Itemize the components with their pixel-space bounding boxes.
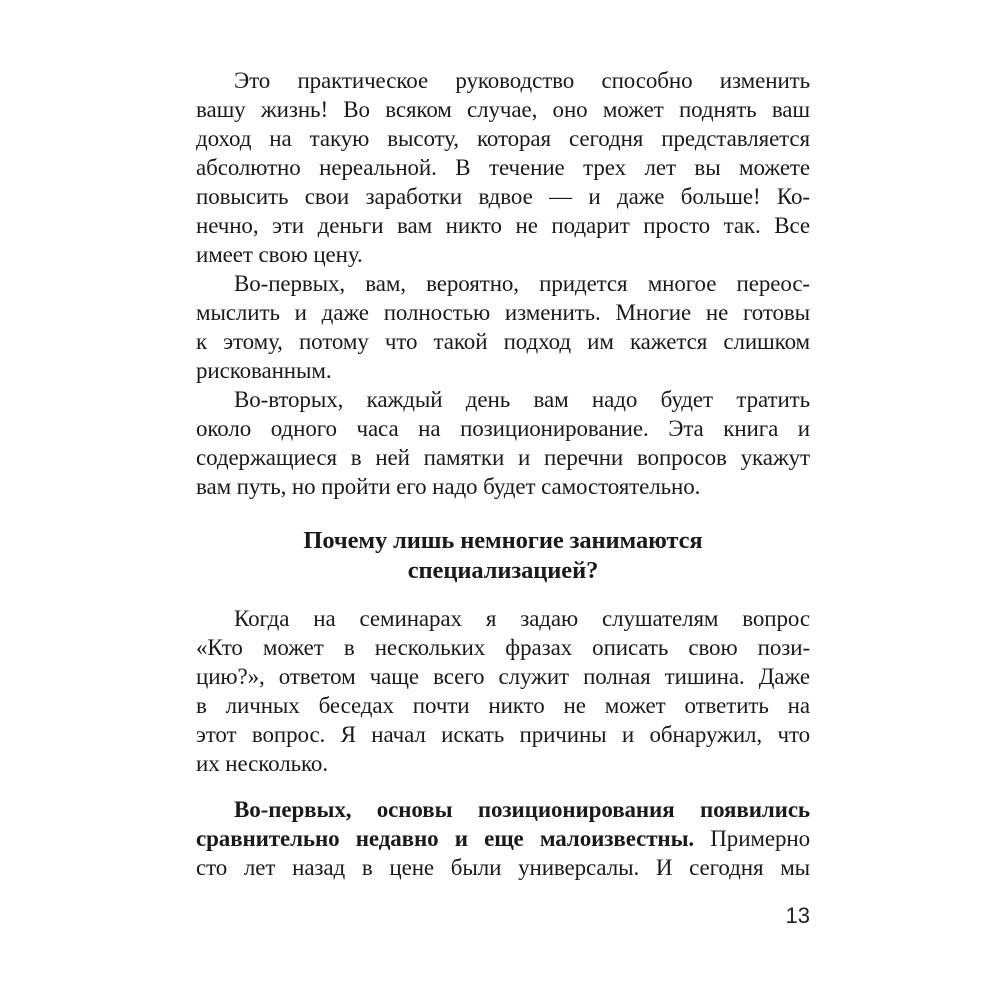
text-run: доход на такую высоту, которая сегодня представляется xyxy=(196,126,810,151)
heading-line xyxy=(196,556,810,586)
text-line xyxy=(196,240,810,269)
paragraph xyxy=(196,795,810,882)
text-line xyxy=(196,662,810,691)
bold-text-run: сравнительно недавно и еще малоизвестны. xyxy=(196,826,695,851)
text-run: около одного часа на позиционирование. Эта книга и xyxy=(196,416,810,441)
bold-text-run: Во-первых, основы позиционирования появились xyxy=(234,797,810,822)
text-run: Примерно xyxy=(694,826,810,851)
text-line xyxy=(196,824,810,853)
text-line xyxy=(196,95,810,124)
text-run: Когда на семинарах я задаю слушателям вопрос xyxy=(234,606,810,631)
text-line xyxy=(196,211,810,240)
text-line xyxy=(196,443,810,472)
text-line xyxy=(196,795,810,824)
text-run: вашу жизнь! Во всяком случае, оно может поднять ваш xyxy=(196,97,810,122)
page-number: 13 xyxy=(785,903,810,928)
text-line xyxy=(196,691,810,720)
bold-text-run: Почему лишь немногие занимаются xyxy=(303,527,703,554)
text-run: нечно, эти деньги вам никто не подарит просто так. Все xyxy=(196,213,810,238)
text-run: мыслить и даже полностью изменить. Многие не готовы xyxy=(196,300,810,325)
text-line xyxy=(196,414,810,443)
text-line xyxy=(196,153,810,182)
text-run: повысить свои заработки вдвое — и даже больше! Ко- xyxy=(196,184,810,209)
text-line xyxy=(196,269,810,298)
text-run: Это практическое руководство способно изменить xyxy=(234,68,810,93)
paragraph xyxy=(196,604,810,778)
text-run: этот вопрос. Я начал искать причины и обнаружил, что xyxy=(196,722,810,747)
paragraph xyxy=(196,269,810,385)
text-line xyxy=(196,720,810,749)
text-run: к этому, потому что такой подход им кажется слишком xyxy=(196,329,810,354)
text-run: абсолютно нереальной. В течение трех лет вы можете xyxy=(196,155,810,180)
paragraph xyxy=(196,66,810,269)
text-line xyxy=(196,385,810,414)
text-run: имеет свою цену. xyxy=(196,242,363,267)
paragraph xyxy=(196,385,810,501)
text-line xyxy=(196,66,810,95)
section-heading xyxy=(196,526,810,586)
text-run: рискованным. xyxy=(196,358,332,383)
text-line xyxy=(196,124,810,153)
bold-text-run: специализацией? xyxy=(407,557,599,584)
page-text-column xyxy=(196,66,810,882)
text-run: сто лет назад в цене были универсалы. И сегодня мы xyxy=(196,855,810,880)
text-run: Во-вторых, каждый день вам надо будет тратить xyxy=(234,387,810,412)
text-line xyxy=(196,472,810,501)
text-run: содержащиеся в ней памятки и перечни вопросов укажут xyxy=(196,445,810,470)
text-line xyxy=(196,604,810,633)
text-run: «Кто может в нескольких фразах описать свою пози- xyxy=(196,635,810,660)
text-line xyxy=(196,182,810,211)
text-line xyxy=(196,327,810,356)
text-line xyxy=(196,749,810,778)
text-run: цию?», ответом чаще всего служит полная тишина. Даже xyxy=(196,664,810,689)
text-line xyxy=(196,853,810,882)
text-run: Во-первых, вам, вероятно, придется многое переос- xyxy=(234,271,810,296)
text-line xyxy=(196,633,810,662)
text-run: вам путь, но пройти его надо будет самостоятельно. xyxy=(196,474,701,499)
text-line xyxy=(196,298,810,327)
heading-line xyxy=(196,526,810,556)
text-run: их несколько. xyxy=(196,751,328,776)
text-run: в личных беседах почти никто не может ответить на xyxy=(196,693,810,718)
text-line xyxy=(196,356,810,385)
